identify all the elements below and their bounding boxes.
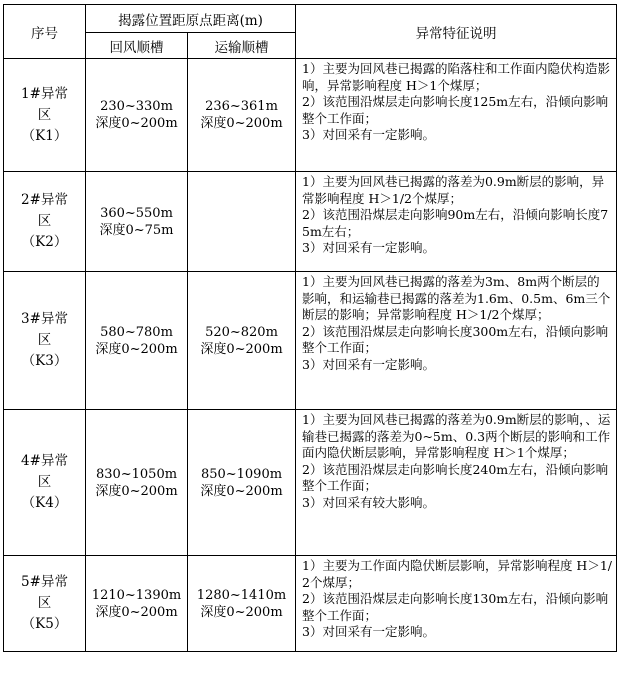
seq-label: 4#异常: [21, 453, 68, 469]
description-cell: [296, 410, 617, 556]
table-row: [4, 172, 617, 272]
header-seq: 序号: [4, 5, 86, 59]
table-row: [4, 59, 617, 172]
transport-cell: [188, 556, 296, 652]
seq-label: 5#异常: [21, 574, 68, 590]
table-row: [4, 410, 617, 556]
range-value: 850~1090m: [200, 466, 283, 482]
seq-code: （K2）: [21, 234, 68, 250]
range-value: 360~550m: [100, 205, 173, 221]
description-cell: [296, 556, 617, 652]
return-air-cell: [86, 556, 188, 652]
depth-value: 深度0~200m: [95, 604, 178, 620]
seq-label: 2#异常: [21, 192, 68, 208]
anomaly-table: [3, 4, 617, 652]
description-line: 1）主要为回风巷已揭露的落差为3m、8m两个断层的影响，和运输巷已揭露的落差为1.6m、0.5m、6m三个断层的影响；异常影响程度 H＞1/2个煤厚；: [302, 274, 611, 322]
seq-cell: [4, 59, 86, 172]
depth-value: 深度0~200m: [200, 116, 283, 131]
header-return-air: 回风顺槽: [86, 33, 188, 59]
range-value: 230~330m: [100, 99, 173, 114]
seq-label: 区: [37, 213, 52, 229]
description-line: 2）该范围沿煤层走向影响长度125m左右，沿倾向影响整个工作面；: [302, 94, 609, 126]
range-value: 1210~1390m: [91, 587, 182, 603]
seq-code: （K1）: [21, 127, 68, 144]
seq-cell: [4, 556, 86, 652]
transport-cell: [188, 410, 296, 556]
range-value: 520~820m: [205, 324, 278, 340]
header-transport: 运输顺槽: [188, 33, 296, 59]
return-air-cell: [86, 272, 188, 410]
seq-cell: [4, 172, 86, 272]
return-air-cell: [86, 410, 188, 556]
seq-label: 3#异常: [21, 311, 68, 327]
transport-cell: [188, 172, 296, 272]
seq-label: 区: [37, 332, 52, 348]
seq-label: 区: [37, 595, 52, 611]
table-row: [4, 272, 617, 410]
seq-code: （K4）: [21, 495, 68, 511]
depth-value: 深度0~75m: [99, 222, 174, 238]
seq-label: 区: [37, 474, 52, 490]
description-line: 1）主要为回风巷已揭露的落差为0.9m断层的影响，、运输巷已揭露的落差为0~5m、0.3两个断层的影响和工作面内隐伏断层影响，异常影响程度 H＞1个煤厚；: [302, 412, 611, 460]
description-cell: [296, 59, 617, 172]
range-value: 580~780m: [100, 324, 173, 340]
header-position: 揭露位置距原点距离(m): [86, 5, 296, 33]
description-line: 1）主要为工作面内隐伏断层影响，异常影响程度 H＞1/2个煤厚；: [302, 558, 612, 590]
description-line: 3）对回采有较大影响。: [302, 494, 435, 510]
depth-value: 深度0~200m: [200, 483, 283, 499]
seq-code: （K3）: [21, 353, 68, 369]
seq-label: 1#异常: [21, 85, 68, 102]
description-line: 1）主要为回风巷已揭露的陷落柱和工作面内隐伏构造影响，异常影响程度 H＞1个煤厚；: [302, 61, 610, 93]
seq-code: （K5）: [21, 616, 68, 632]
description-cell: [296, 272, 617, 410]
description-line: 2）该范围沿煤层走向影响长度240m左右，沿倾向影响整个工作面；: [302, 461, 609, 493]
description-line: 3）对回采有一定影响。: [302, 624, 435, 639]
description-cell: [296, 172, 617, 272]
depth-value: 深度0~200m: [200, 604, 283, 620]
transport-cell: [188, 59, 296, 172]
description-line: 2）该范围沿煤层走向影响90m左右，沿倾向影响长度75m左右；: [302, 207, 609, 239]
description-line: 3）对回采有一定影响。: [302, 127, 435, 142]
range-value: 236~361m: [205, 99, 278, 114]
depth-value: 深度0~200m: [95, 341, 178, 357]
transport-cell: [188, 272, 296, 410]
description-line: 3）对回采有一定影响。: [302, 356, 435, 372]
return-air-cell: [86, 172, 188, 272]
range-value: 1280~1410m: [196, 587, 287, 603]
depth-value: 深度0~200m: [95, 483, 178, 499]
description-line: 3）对回采有一定影响。: [302, 240, 435, 255]
seq-cell: [4, 272, 86, 410]
depth-value: 深度0~200m: [200, 341, 283, 357]
seq-cell: [4, 410, 86, 556]
table-row: [4, 556, 617, 652]
description-line: 2）该范围沿煤层走向影响长度300m左右，沿倾向影响整个工作面；: [302, 323, 609, 355]
description-line: 2）该范围沿煤层走向影响长度130m左右，沿倾向影响整个工作面；: [302, 591, 609, 623]
depth-value: 深度0~200m: [95, 116, 178, 131]
description-line: 1）主要为回风巷已揭露的落差为0.9m断层的影响，异常影响程度 H＞1/2个煤厚；: [302, 174, 605, 206]
seq-label: 区: [37, 106, 52, 123]
return-air-cell: [86, 59, 188, 172]
range-value: 830~1050m: [95, 466, 178, 482]
header-description: 异常特征说明: [296, 5, 617, 59]
